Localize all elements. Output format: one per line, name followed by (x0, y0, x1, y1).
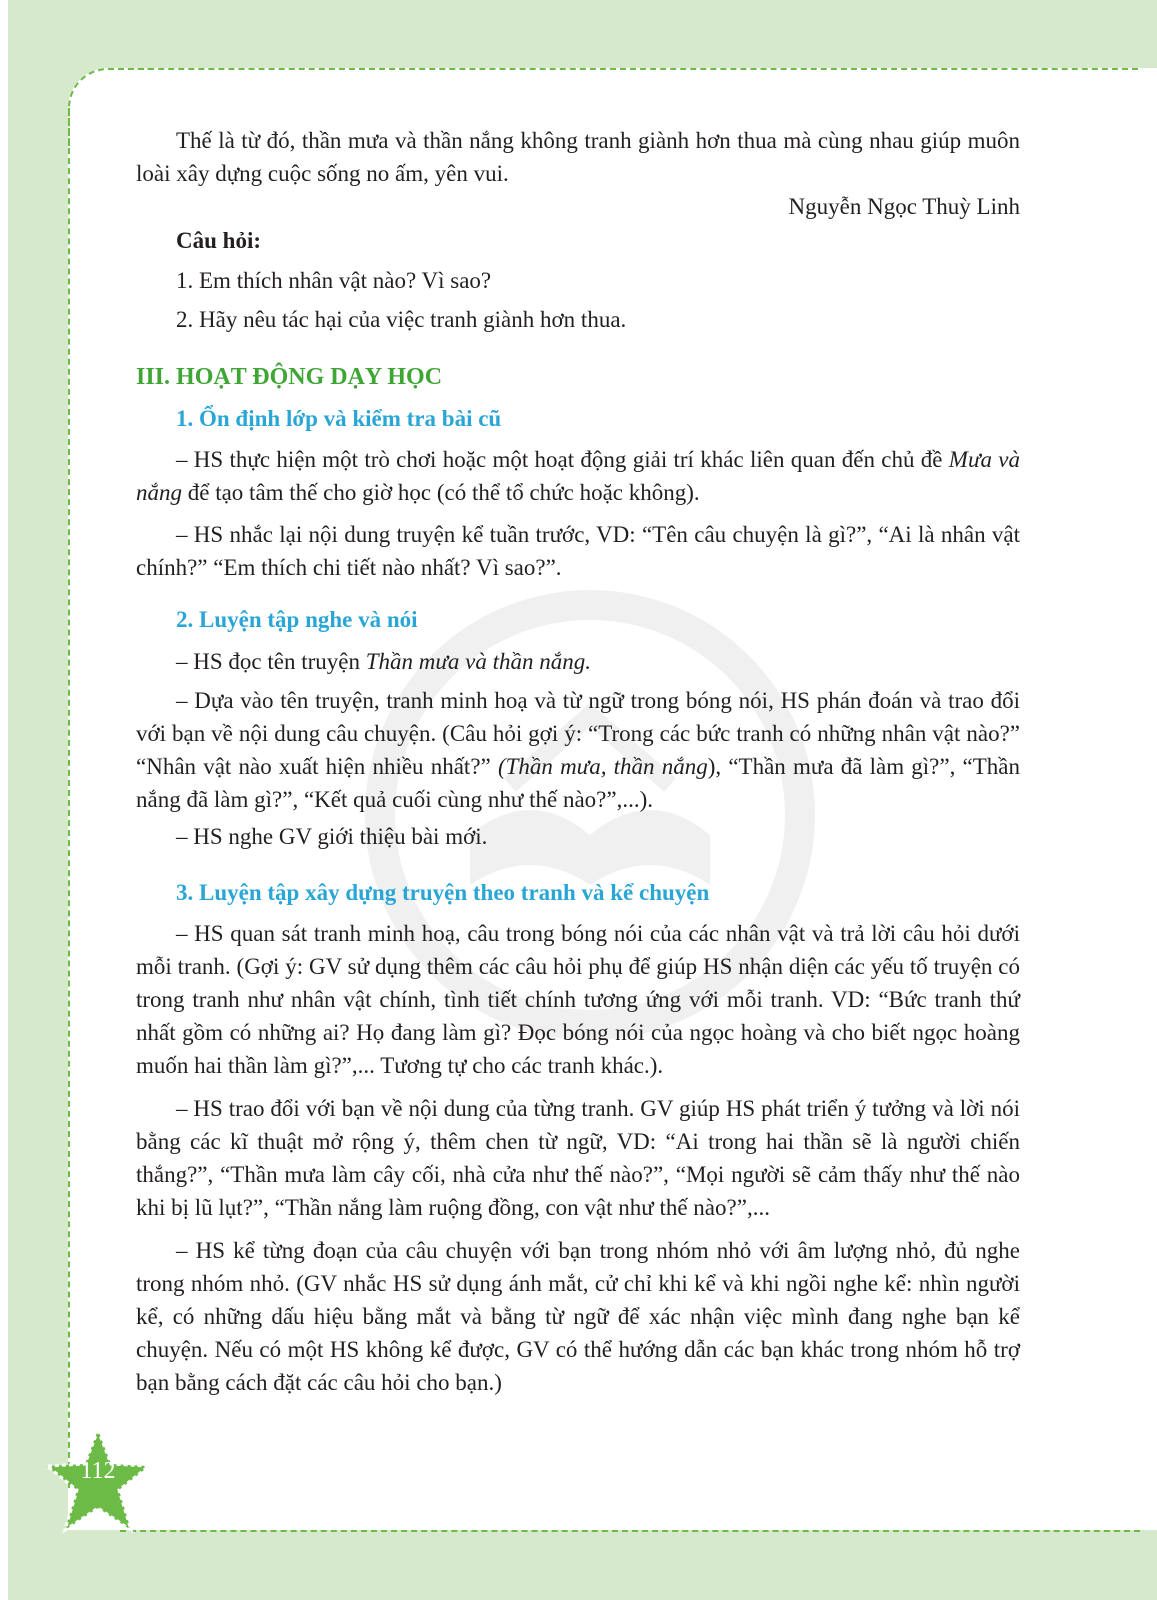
page-number: 112 (80, 1458, 116, 1484)
frame-left-border (68, 108, 70, 1488)
activity-paragraph: – HS nghe GV giới thiệu bài mới. (176, 824, 488, 849)
subsection-heading-3: 3. Luyện tập xây dựng truyện theo tranh và kể chuyện (176, 880, 710, 905)
subsection-heading-2: 2. Luyện tập nghe và nói (176, 607, 418, 632)
activity-paragraph: – HS quan sát tranh minh hoạ, câu trong bóng nói của các nhân vật và trả lời câu hỏi dưới mỗi tranh. (Gợi ý: GV sử dụng thêm các câu hỏi phụ để giúp HS nhận diện các yếu tố truyện có trong tranh như nhân vật chính, tình tiết chính tương ứng với mỗi tranh. VD: “Bức tranh thứ nhất gồm có những ai? Họ đang làm gì? Đọc bóng nói của ngọc hoàng và cho biết ngọc hoàng muốn hai thần làm gì?”,... Tương tự cho các tranh khác.). (136, 921, 1020, 1078)
left-margin-strip (0, 0, 8, 1600)
activity-paragraph: – HS nhắc lại nội dung truyện kể tuần trước, VD: “Tên câu chuyện là gì?”, “Ai là nhân vật chính?” “Em thích chi tiết nào nhất? Vì sao?”. (136, 522, 1020, 580)
activity-paragraph: – HS thực hiện một trò chơi hoặc một hoạt động giải trí khác liên quan đến chủ đề Mưa và nắng để tạo tâm thế cho giờ học (có thể tổ chức hoặc không). (136, 447, 1020, 505)
question-item: 2. Hãy nêu tác hại của việc tranh giành hơn thua. (176, 307, 627, 332)
activity-paragraph: – HS kể từng đoạn của câu chuyện với bạn trong nhóm nhỏ với âm lượng nhỏ, đủ nghe trong nhóm nhỏ. (GV nhắc HS sử dụng ánh mắt, cử chỉ khi kể và khi ngồi nghe kể: nhìn người kể, có những dấu hiệu bằng mắt và bằng từ ngữ để xác nhận việc mình đang nghe bạn kể chuyện. Nếu có một HS không kể được, GV có thể hướng dẫn các bạn khác trong nhóm hỗ trợ bạn bằng cách đặt các câu hỏi cho bạn.) (136, 1238, 1020, 1395)
activity-paragraph: – Dựa vào tên truyện, tranh minh hoạ và từ ngữ trong bóng nói, HS phán đoán và trao đổi với bạn về nội dung câu chuyện. (Câu hỏi gợi ý: “Trong các bức tranh có những nhân vật nào?” “Nhân vật nào xuất hiện nhiều nhất?” (Thần mưa, thần nắng), “Thần mưa đã làm gì?”, “Thần nắng đã làm gì?”, “Kết quả cuối cùng như thế nào?”,...). (136, 688, 1020, 812)
activity-paragraph: – HS trao đổi với bạn về nội dung của từng tranh. GV giúp HS phát triển ý tưởng và lời nói bằng các kĩ thuật mở rộng ý, thêm chen từ ngữ, VD: “Ai trong hai thần sẽ là người chiến thắng?”, “Thần mưa làm cây cối, nhà cửa như thế nào?”, “Mọi người sẽ cảm thấy như thế nào khi bị lũ lụt?”, “Thần nắng làm ruộng đồng, con vật như thế nào?”,... (136, 1096, 1020, 1220)
frame-top-border (108, 68, 1138, 70)
frame-bottom-border (120, 1530, 1140, 1532)
questions-heading: Câu hỏi: (176, 228, 261, 253)
activity-paragraph: – HS đọc tên truyện Thần mưa và thần nắng. (176, 649, 592, 674)
question-item: 1. Em thích nhân vật nào? Vì sao? (176, 268, 492, 293)
subsection-heading-1: 1. Ổn định lớp và kiểm tra bài cũ (176, 406, 502, 431)
story-ending-paragraph: Thế là từ đó, thần mưa và thần nắng không tranh giành hơn thua mà cùng nhau giúp muôn loài xây dựng cuộc sống no ấm, yên vui. (136, 128, 1020, 186)
section-heading: III. HOẠT ĐỘNG DẠY HỌC (136, 364, 443, 390)
story-author: Nguyễn Ngọc Thuỳ Linh (788, 194, 1020, 219)
